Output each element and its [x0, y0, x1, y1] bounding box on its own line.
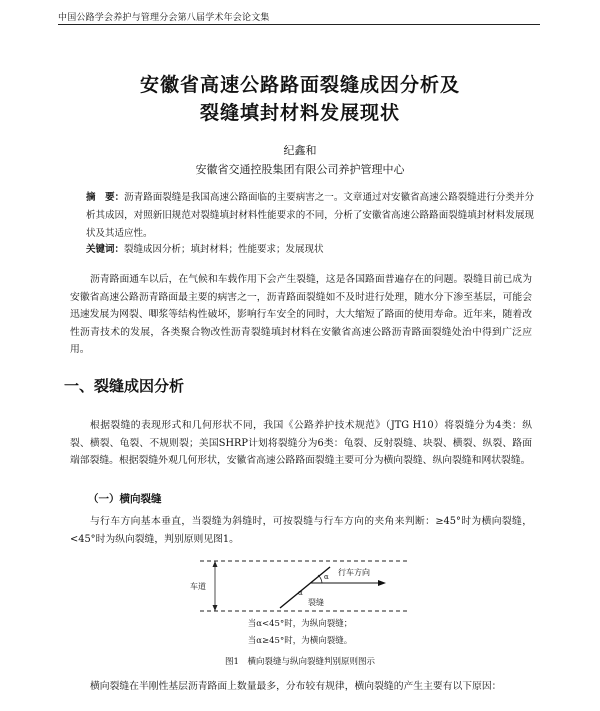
- arrowhead-icon: [378, 580, 386, 586]
- crack-label: 裂缝: [308, 598, 324, 607]
- closing-paragraph: 横向裂缝在半刚性基层沥青路面上数量最多，分布较有规律，横向裂缝的产生主要有以下原因：: [90, 681, 502, 692]
- keywords-label: 关键词：: [86, 244, 125, 255]
- subsection-heading: （一）横向裂缝: [88, 493, 162, 505]
- dimension-arrow-bottom-icon: [213, 605, 218, 611]
- keywords-text: 裂缝成因分析；填封材料；性能要求；发展现状: [124, 244, 324, 255]
- paper-title-line-1: 安徽省高速公路路面裂缝成因分析及: [139, 74, 460, 96]
- abstract-label: 摘 要：: [86, 192, 125, 203]
- keywords: [86, 241, 534, 255]
- angle-alpha-label-1: α: [324, 573, 329, 581]
- subsection-paragraph: 与行车方向基本垂直，当裂缝为斜缝时，可按裂缝与行车方向的夹角来判断：≥45°时为横向裂缝，<45°时为纵向裂缝，判别原则见图1。: [70, 516, 532, 545]
- figure-note-1: 当α<45°时，为纵向裂缝；: [247, 619, 353, 629]
- abstract: [86, 189, 534, 243]
- author-affiliation: 安徽省交通控股集团有限公司养护管理中心: [195, 163, 405, 176]
- lane-label: 车道: [190, 582, 206, 591]
- abstract-text: 沥青路面裂缝是我国高速公路面临的主要病害之一。文章通过对安徽省高速公路裂缝进行分类并分析其成因，对照新旧规范对裂缝填封材料性能要求的不同，分析了安徽省高速公路路面裂缝填封材料发展现状及其适应性。: [86, 192, 534, 239]
- author-name: 纪鑫和: [283, 144, 317, 157]
- running-header: 中国公路学会养护与管理分会第八届学术年会论文集: [58, 13, 270, 23]
- dimension-arrow-top-icon: [213, 561, 218, 567]
- figure-note-2: 当α≥45°时，为横向裂缝。: [247, 636, 353, 646]
- angle-alpha-label-2: α: [298, 589, 303, 597]
- paper-title-line-2: 裂缝填封材料发展现状: [199, 102, 400, 124]
- section-paragraph: 根据裂缝的表现形式和几何形状不同，我国《公路养护技术规范》（JTG H10）将裂缝分为4类：纵裂、横裂、龟裂、不规则裂；美国SHRP计划将裂缝分为6类：龟裂、反射裂缝、块裂、横裂、纵裂、路面端部裂缝。根据裂缝外观几何形状，安徽省高速公路路面裂缝主要可分为横向裂缝、纵向裂缝和网状裂缝。: [70, 420, 532, 466]
- section-heading: 一、裂缝成因分析: [64, 377, 185, 395]
- intro-paragraph: 沥青路面通车以后，在气候和车载作用下会产生裂缝，这是各国路面普遍存在的问题。裂缝目前已成为安徽省高速公路沥青路面最主要的病害之一，沥青路面裂缝如不及时进行处理，随水分下渗至基层，可能会迅速发展为网裂、唧浆等结构性破坏，影响行车安全的同时，大大缩短了路面的使用寿命。近年来，随着改性沥青技术的发展，各类聚合物改性沥青裂缝填封材料在安徽省高速公路沥青路面裂缝处治中得到广泛应用。: [70, 274, 532, 355]
- figure-1-diagram: [180, 553, 420, 623]
- figure-caption: 图1 横向裂缝与纵向裂缝判别原则图示: [225, 657, 375, 667]
- direction-label: 行车方向: [338, 568, 370, 577]
- header-rule: [58, 24, 540, 25]
